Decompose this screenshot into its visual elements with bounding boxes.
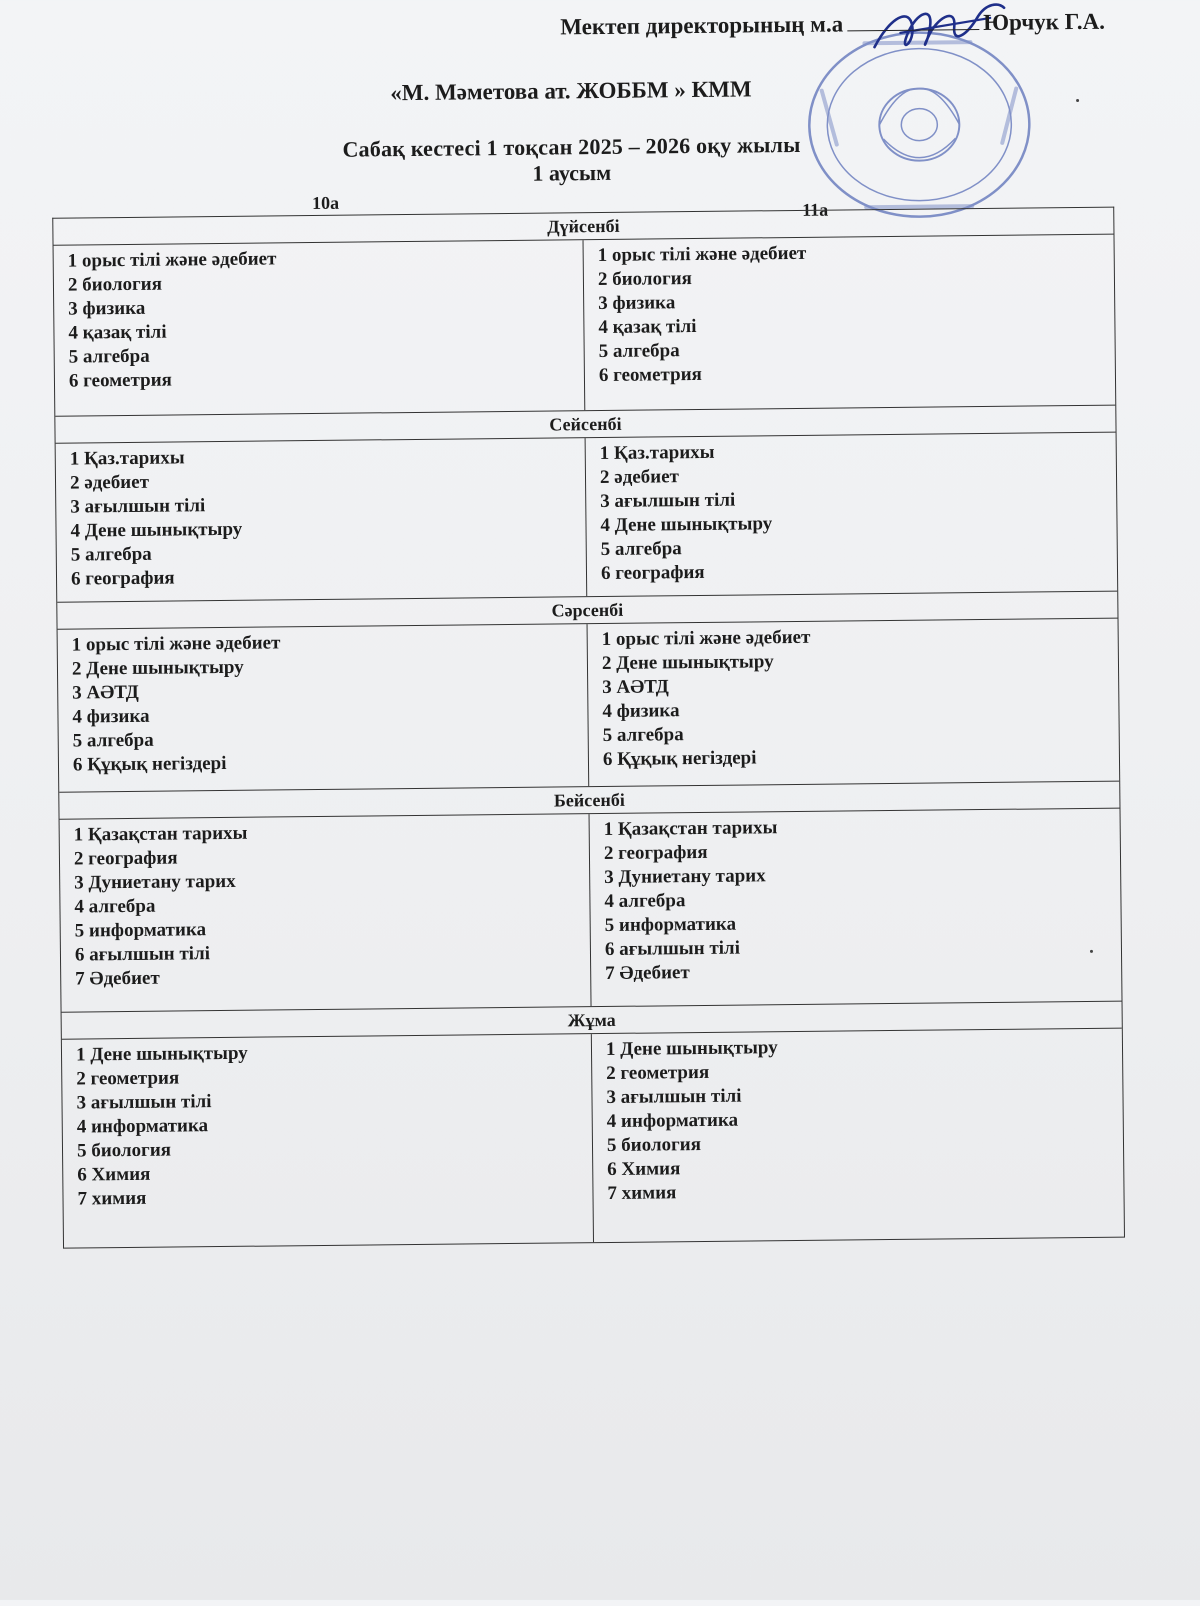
cell-11a [588,619,1120,787]
lesson-item: 2 әдебиет [599,466,680,489]
lesson-item: 7 Әдебиет [75,967,160,990]
lesson-item: 2 әдебиет [69,471,150,494]
cell-10a [58,624,590,792]
lesson-item: 1 Қазақстан тарихы [603,817,778,841]
cell-10a [60,814,592,1012]
organization-name: «М. Мәметова ат. ЖОББМ » КММ [390,76,752,106]
lesson-item: 6 Құқық негіздері [72,752,227,776]
lesson-item: 5 алгебра [598,340,680,363]
lesson-item: 2 геометрия [606,1061,710,1084]
column-label-11a: 11а [802,199,829,220]
lesson-item: 1 орыс тілі және әдебиет [601,626,811,651]
lesson-item: 3 ағылшын тілі [606,1085,742,1108]
cell-10a [56,438,588,602]
lesson-item: 4 қазақ тілі [68,321,167,344]
lesson-item: 7 химия [77,1187,147,1210]
lesson-item: 1 орыс тілі және әдебиет [71,632,281,656]
day-header: Сәрсенбі [57,592,1117,630]
lesson-item: 7 Әдебиет [605,962,690,984]
lesson-item: 1 Қаз.тарихы [599,441,715,465]
lesson-item: 2 Дене шынықтыру [601,651,774,675]
cell-11a [584,235,1116,411]
lesson-item: 6 Құқық негіздері [602,747,757,771]
lesson-item: 3 ағылшын тілі [76,1091,212,1114]
lesson-item: 4 Дене шынықтыру [600,513,773,537]
lesson-item: 6 география [600,561,705,585]
lesson-item: 3 Дуниетану тарих [74,870,236,894]
signature-line [847,29,979,31]
day-header: Дүйсенбі [53,208,1113,246]
lesson-item: 6 геометрия [598,363,702,387]
lesson-item: 5 биология [76,1139,172,1162]
column-label-10a: 10а [312,192,340,214]
approval-name: Юрчук Г.А. [983,8,1106,35]
lesson-item: 3 АӘТД [602,676,669,699]
lesson-item: 4 алгебра [74,895,156,918]
lesson-item: 6 ағылшын тілі [74,943,211,966]
lesson-item: 1 Дене шынықтыру [75,1042,248,1066]
day-row [54,235,1116,417]
lesson-item: 5 алгебра [72,729,154,752]
lesson-item: 2 Дене шынықтыру [71,656,244,680]
day-header: Жұма [62,1002,1122,1040]
lesson-item: 4 физика [602,700,680,723]
lesson-item: 6 Химия [607,1158,681,1180]
lesson-item: 4 физика [72,705,150,728]
lesson-item: 5 алгебра [70,543,152,566]
schedule-table [52,207,1125,1249]
lesson-item: 7 химия [607,1182,677,1204]
day-row [56,433,1118,603]
lesson-item: 2 география [73,847,178,870]
lesson-item: 3 физика [598,292,676,315]
lesson-item: 2 геометрия [76,1067,180,1090]
lesson-item: 5 алгебра [602,724,684,747]
lesson-item: 1 орыс тілі және әдебиет [597,242,807,267]
approval-label: Мектеп директорының м.а [560,11,844,40]
lesson-item: 2 география [603,841,708,865]
cell-11a [590,809,1122,1007]
lesson-item: 2 биология [597,268,693,291]
lesson-item: 5 информатика [74,919,207,942]
lesson-item: 4 информатика [76,1115,209,1138]
day-header: Бейсенбі [59,782,1119,820]
lesson-item: 1 Дене шынықтыру [605,1037,778,1060]
cell-11a [586,433,1118,597]
lesson-item: 1 Қаз.тарихы [69,447,185,470]
lesson-item: 3 ағылшын тілі [70,495,206,518]
speck [1076,99,1079,102]
lesson-item: 6 ағылшын тілі [604,937,741,960]
cell-11a [592,1029,1124,1243]
lesson-item: 4 информатика [606,1109,739,1132]
day-header: Сейсенбі [55,406,1115,444]
lesson-item: 4 алгебра [604,890,686,913]
lesson-item: 5 информатика [604,913,737,937]
lesson-item: 6 Химия [77,1163,151,1186]
speck [1090,950,1093,953]
lesson-item: 1 Қазақстан тарихы [73,822,248,846]
lesson-item: 2 биология [67,273,163,296]
lesson-item: 5 алгебра [600,538,682,561]
lesson-item: 6 география [70,567,175,590]
lesson-item: 5 биология [606,1134,702,1156]
lesson-item: 1 орыс тілі және әдебиет [67,248,277,272]
cell-10a [62,1034,594,1248]
lesson-item: 3 физика [68,297,146,320]
day-row [58,619,1120,793]
cell-10a [54,240,586,416]
day-row [62,1029,1124,1249]
lesson-item: 4 Дене шынықтыру [70,518,243,542]
lesson-item: 6 геометрия [68,369,173,392]
lesson-item: 3 АӘТД [72,681,139,704]
lesson-item: 3 ағылшын тілі [600,489,736,513]
lesson-item: 5 алгебра [68,345,150,368]
day-row [60,809,1122,1013]
lesson-item: 3 Дуниетану тарих [604,865,766,889]
lesson-item: 4 қазақ тілі [598,316,697,339]
title-line-2: 1 аусым [532,159,612,186]
title-line-1: Сабақ кестесі 1 тоқсан 2025 – 2026 оқу жылы [342,131,801,162]
